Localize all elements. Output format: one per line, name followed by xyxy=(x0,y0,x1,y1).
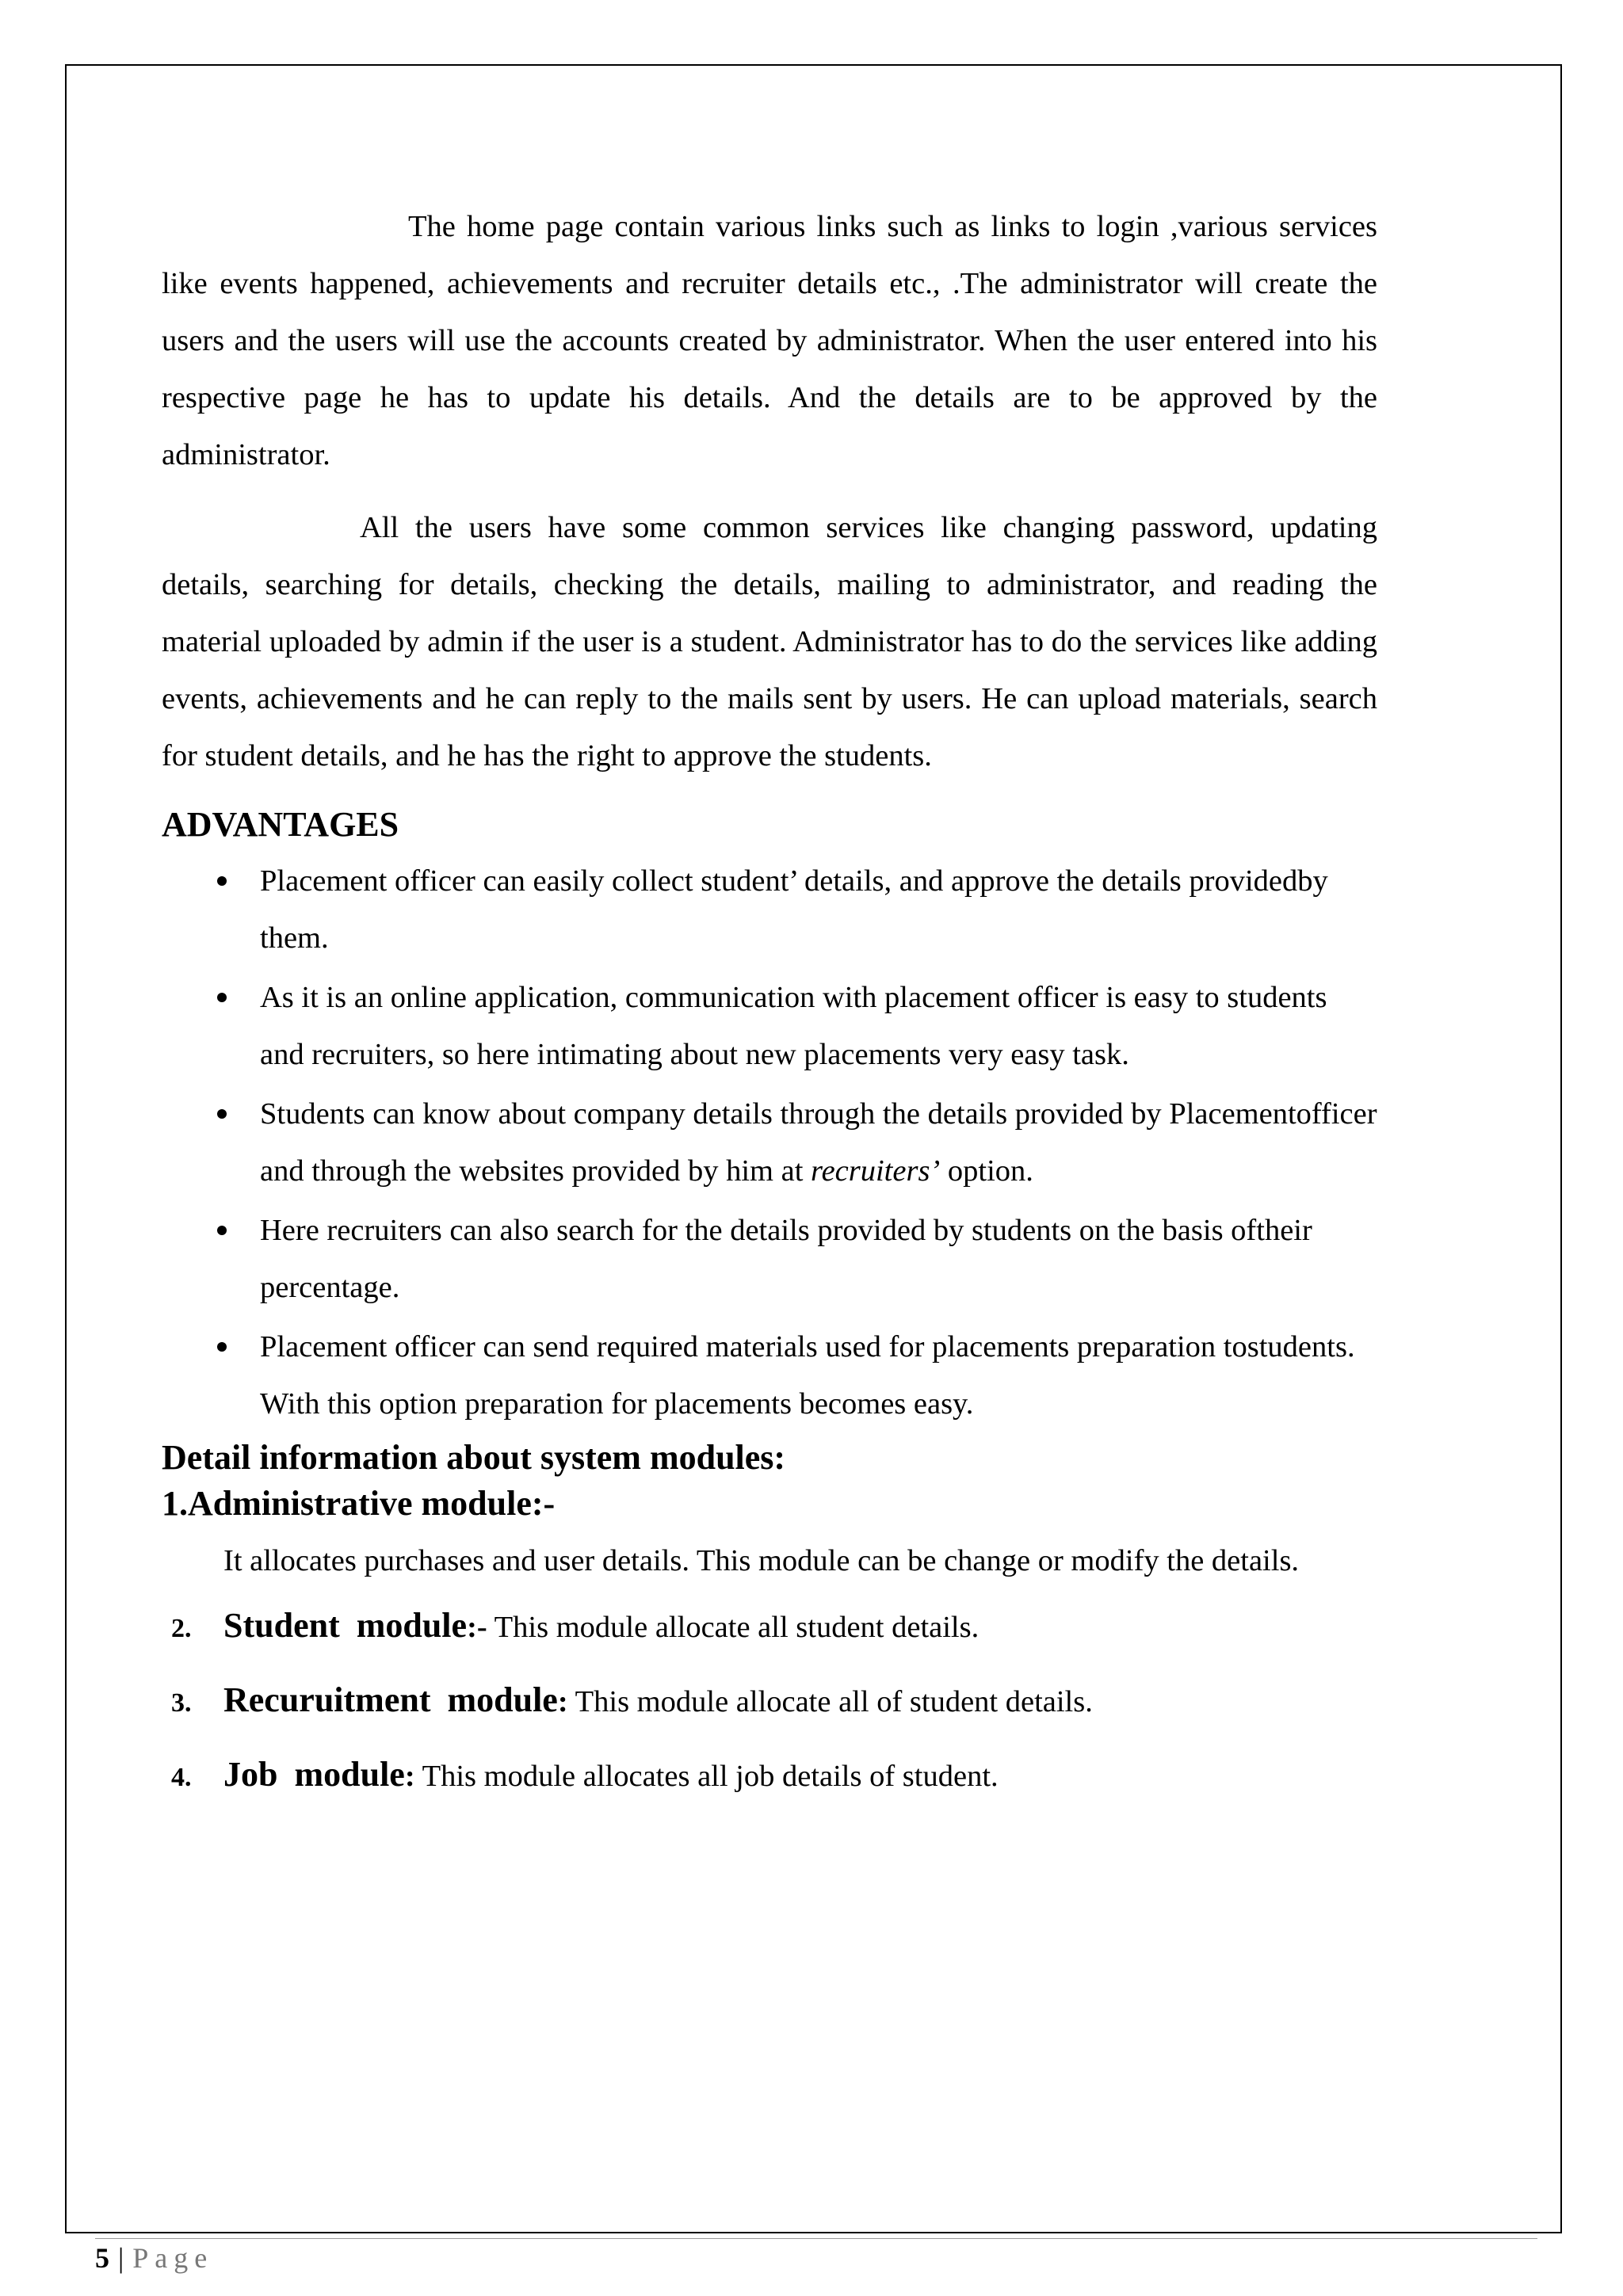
bullet-icon xyxy=(217,1226,227,1235)
page-number: 5 xyxy=(95,2242,110,2274)
module-description: This module allocate all of student details. xyxy=(567,1685,1093,1718)
module-description: This module allocate all student details. xyxy=(487,1611,980,1644)
page-label: Page xyxy=(132,2242,214,2274)
module-separator: :- xyxy=(467,1611,487,1644)
module-separator: : xyxy=(404,1760,415,1793)
list-item xyxy=(162,852,1377,967)
module-number: 2. xyxy=(171,1614,192,1643)
advantage-text: Placement officer can easily collect student’ details, and approve the details providedby them. xyxy=(260,864,1328,955)
module-description: This module allocates all job details of student. xyxy=(414,1760,999,1793)
module-separator: : xyxy=(557,1685,568,1718)
module-number: 3. xyxy=(171,1688,192,1718)
page-footer xyxy=(95,2239,213,2277)
page-separator: | xyxy=(110,2242,133,2274)
module-item-recruitment xyxy=(162,1672,1377,1736)
list-item xyxy=(162,1085,1377,1199)
module-item-job xyxy=(162,1747,1377,1810)
module-name: Job module xyxy=(223,1755,405,1794)
list-item xyxy=(162,1318,1377,1432)
advantage-text-main: Students can know about company details through the details provided by Placementofficer and through the websites provided by him at xyxy=(260,1097,1377,1188)
administrative-module-heading: 1.Administrative module:- xyxy=(162,1484,556,1523)
intro-paragraph: The home page contain various links such as links to login ,various services like events happened, achievements and recruiter details etc., .The administrator will create the users and the users will use the accounts created by administrator. When the user entered into his respective page he has to update his details. And the details are to be approved by the administrator. xyxy=(162,210,1377,471)
recruiters-option-emphasis: recruiters’ xyxy=(811,1154,941,1188)
advantages-list xyxy=(162,852,1377,1432)
module-line xyxy=(223,1672,1093,1736)
services-paragraph: All the users have some common services like changing password, updating details, searching for details, checking the details, mailing to administrator, and reading the material uploaded by admin if the user is a student. Administrator has to do the services like adding events, achievements and he can reply to the mails sent by users. He can upload materials, search for student details, and he has the right to approve the students. xyxy=(162,511,1377,772)
advantage-text xyxy=(260,1085,1377,1199)
bullet-icon xyxy=(217,876,227,886)
bullet-icon xyxy=(217,1109,227,1119)
module-number: 4. xyxy=(171,1763,192,1792)
footer-rule xyxy=(95,2238,1537,2239)
advantage-text: As it is an online application, communication with placement officer is easy to students and recruiters, so here intimating about new placements very easy task. xyxy=(260,981,1327,1071)
module-name: Recuruitment module xyxy=(223,1680,558,1719)
bullet-icon xyxy=(217,993,227,1002)
advantages-heading: ADVANTAGES xyxy=(162,805,399,844)
module-line xyxy=(223,1747,999,1810)
module-line xyxy=(223,1598,979,1661)
module-name: Student module xyxy=(223,1606,468,1645)
advantage-text: Here recruiters can also search for the details provided by students on the basis oftheir percentage. xyxy=(260,1214,1312,1304)
modules-heading: Detail information about system modules: xyxy=(162,1438,786,1477)
module-item-student xyxy=(162,1598,1377,1661)
advantage-text: Placement officer can send required materials used for placements preparation tostudents. With this option preparation for placements becomes easy. xyxy=(260,1330,1355,1421)
list-item xyxy=(162,969,1377,1083)
list-item xyxy=(162,1202,1377,1316)
page-content xyxy=(162,198,1377,1810)
administrative-module-text: It allocates purchases and user details. This module can be change or modify the details. xyxy=(223,1544,1300,1577)
bullet-icon xyxy=(217,1342,227,1352)
advantage-text-tail: option. xyxy=(940,1154,1033,1188)
